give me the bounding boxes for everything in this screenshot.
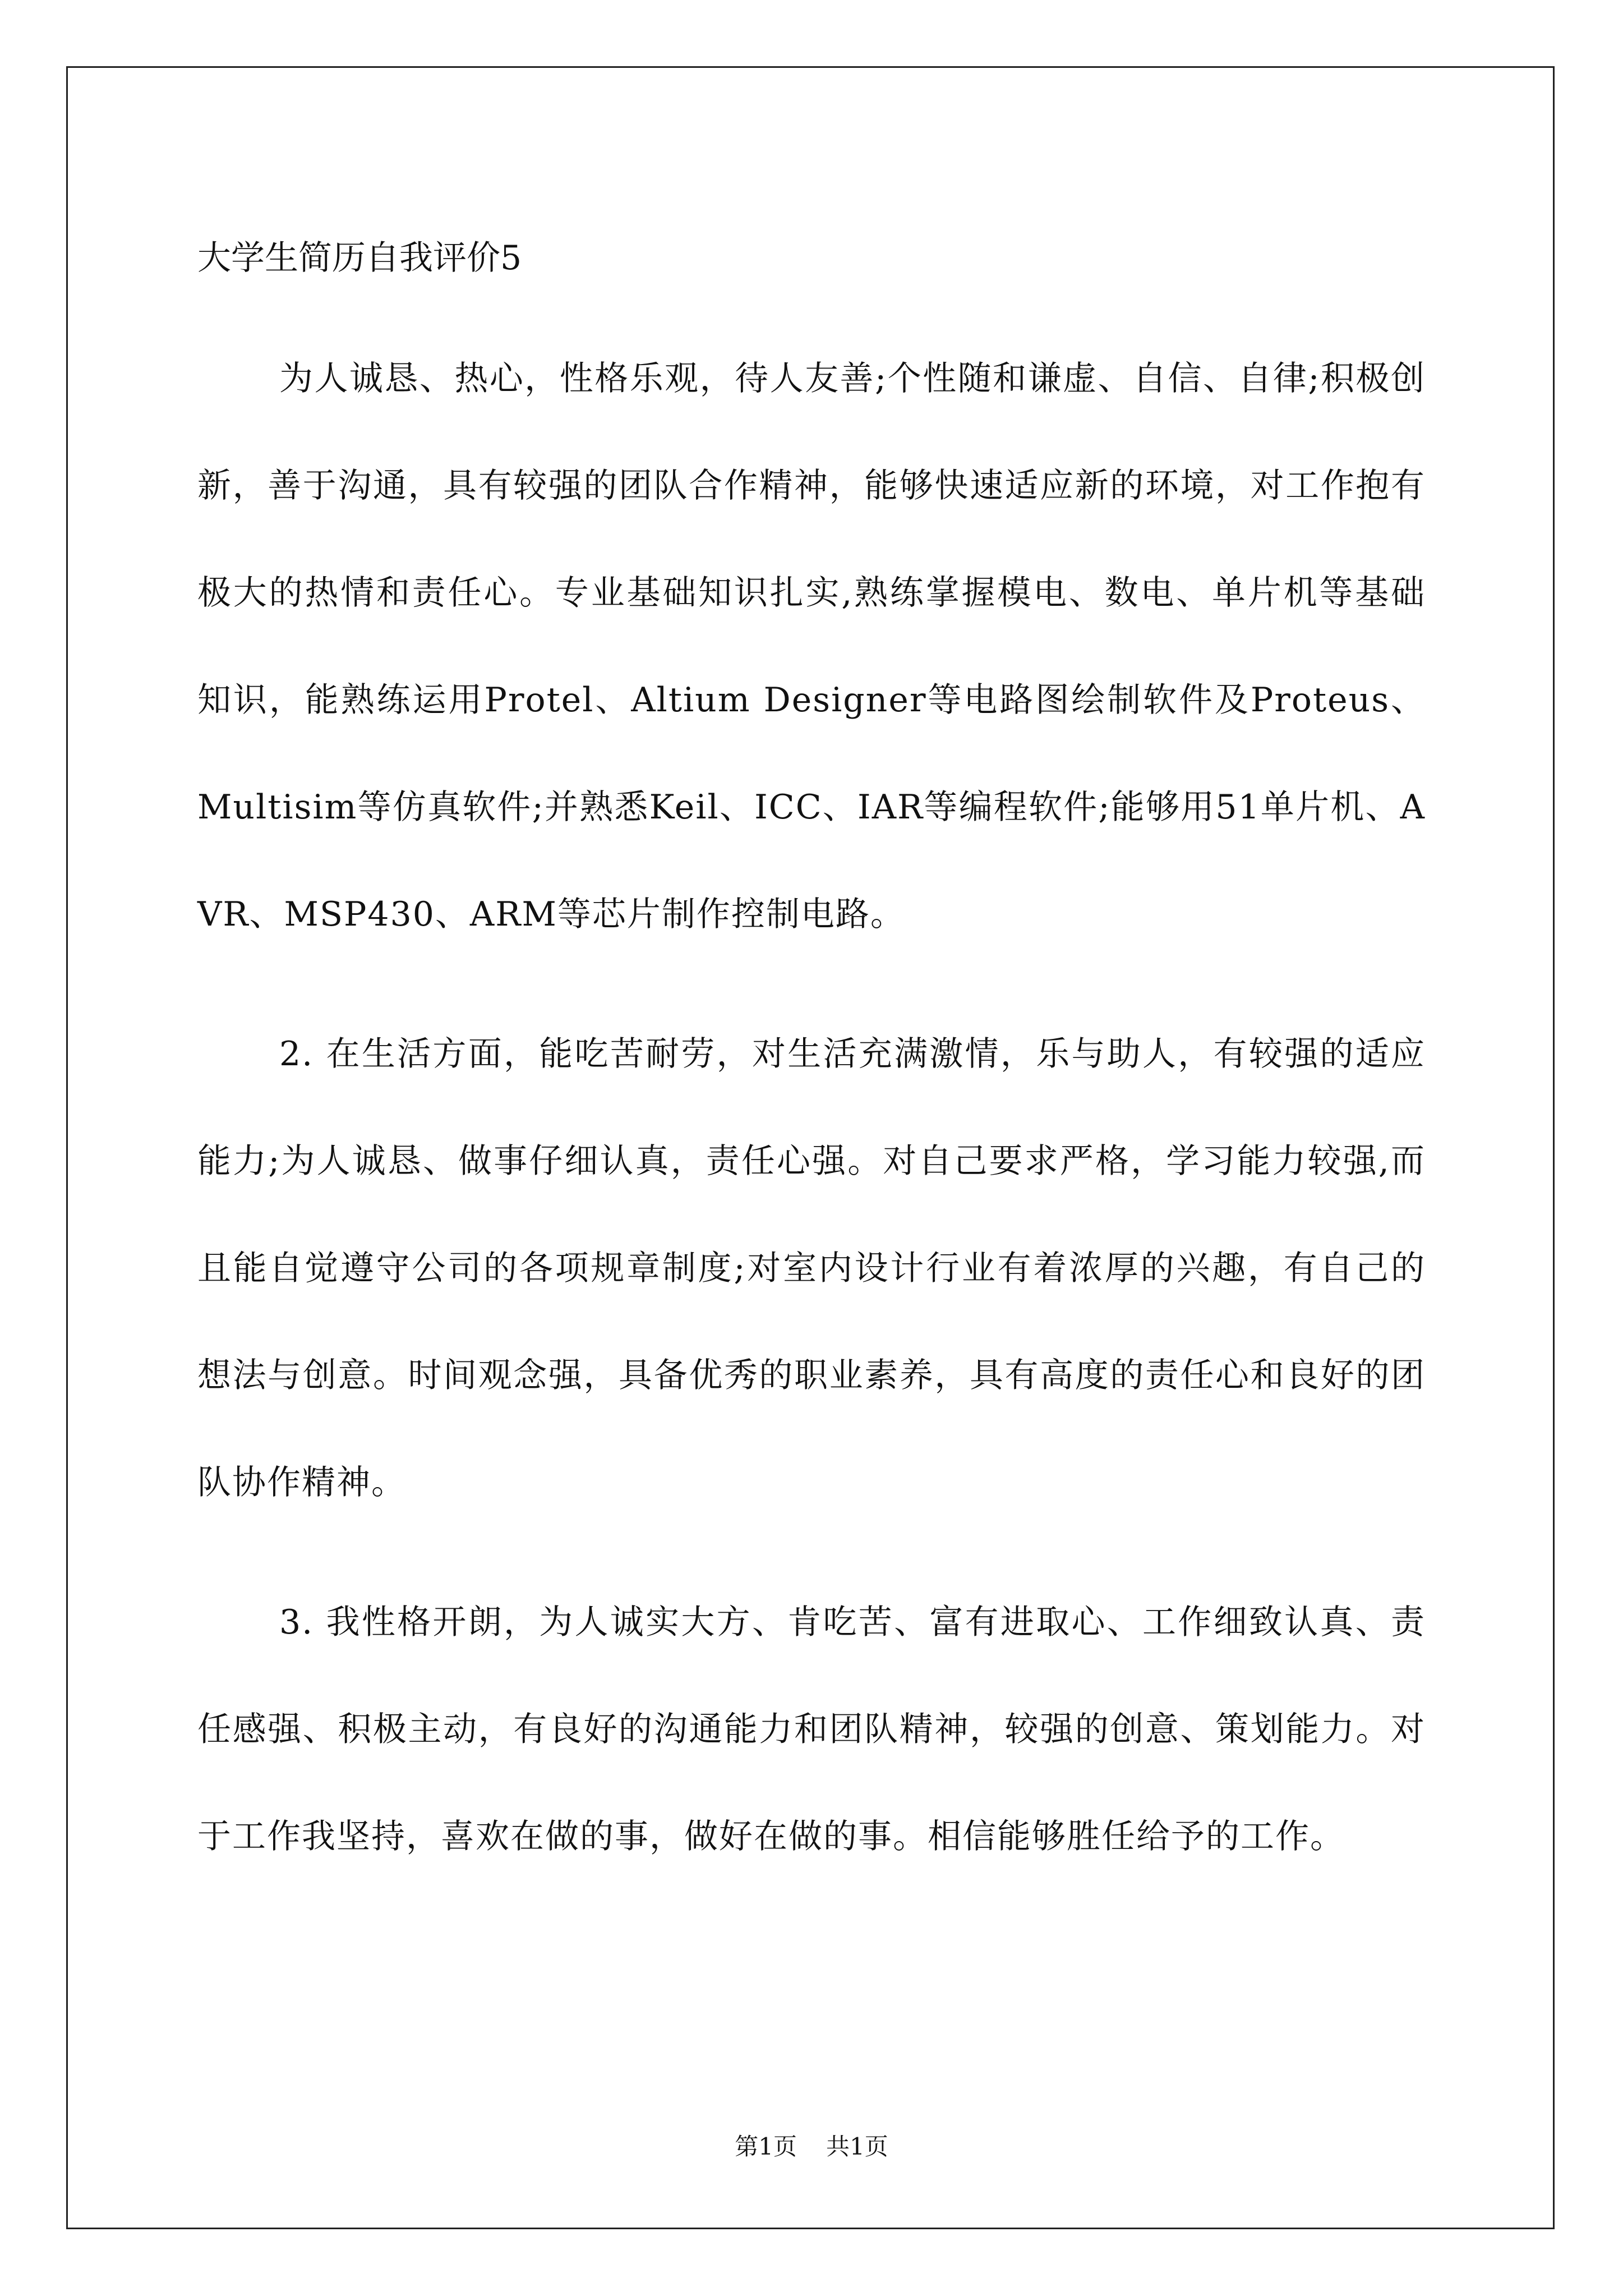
paragraph-3: 3. 我性格开朗，为人诚实大方、肯吃苦、富有进取心、工作细致认真、责任感强、积极主动，有良好的沟通能力和团队精神，较强的创意、策划能力。对于工作我坚持，喜欢在做的事，做好在做的事。相信能够胜任给予的工作。 [197, 1603, 1426, 1856]
paragraph-2: 2. 在生活方面，能吃苦耐劳，对生活充满激情，乐与助人，有较强的适应能力;为人诚恳、做事仔细认真，责任心强。对自己要求严格，学习能力较强,而且能自觉遵守公司的各项规章制度;对室内设计行业有着浓厚的兴趣，有自己的想法与创意。时间观念强，具备优秀的职业素养，具有高度的责任心和良好的团队协作精神。 [197, 1034, 1426, 1502]
page-footer [0, 2130, 1623, 2164]
page-number-current: 第1页 [735, 2133, 797, 2160]
document-title: 大学生简历自我评价5 [197, 238, 522, 278]
document-body [197, 223, 1426, 1923]
paragraph-1: 为人诚恳、热心，性格乐观，待人友善;个性随和谦虚、自信、自律;积极创新，善于沟通，具有较强的团队合作精神，能够快速适应新的环境，对工作抱有极大的热情和责任心。专业基础知识扎实,熟练掌握模电、数电、单片机等基础知识，能熟练运用Protel、Altium Designer等电路图绘制软件及Proteus、Multisim等仿真软件;并熟悉Keil、ICC、IAR等编程软件;能够用51单片机、AVR、MSP430、ARM等芯片制作控制电路。 [197, 359, 1426, 934]
page-number-total: 共1页 [826, 2133, 888, 2160]
